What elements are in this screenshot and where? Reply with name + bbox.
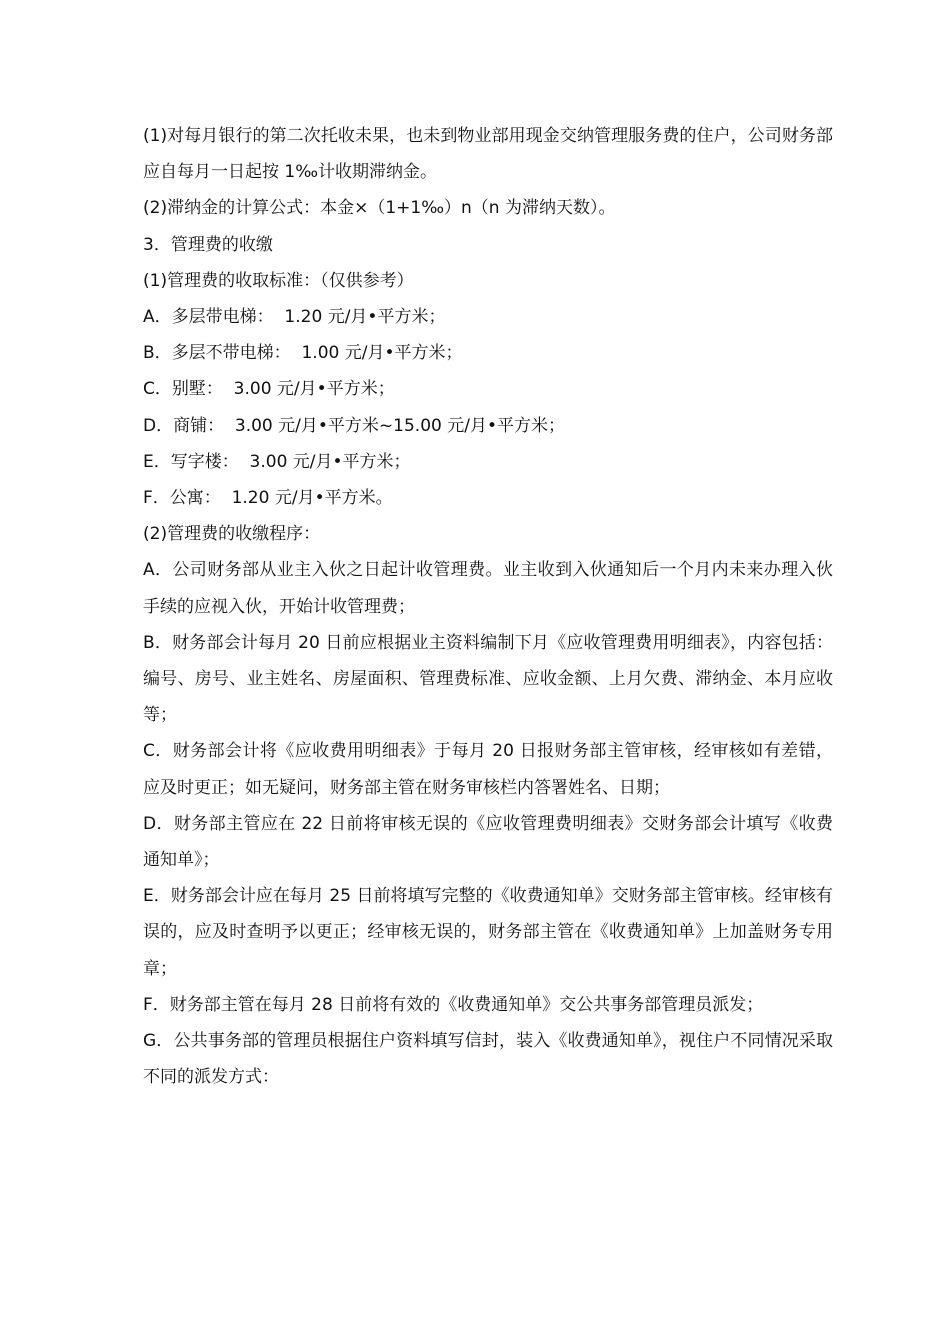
procedure-step-a: A．公司财务部从业主入伙之日起计收管理费。业主收到入伙通知后一个月内未来办理入伙手续的应视入伙，开始计收管理费； [143, 560, 833, 617]
paragraph-overdue-fee-rule: (1)对每月银行的第二次托收未果，也未到物业部用现金交纳管理服务费的住户，公司财务部应自每月一日起按 1‰计收期滞纳金。 [143, 126, 833, 183]
procedure-step-c: C．财务部会计将《应收费用明细表》于每月 20 日报财务部主管审核，经审核如有差错，应及时更正；如无疑问，财务部主管在财务审核栏内答署姓名、日期； [143, 741, 833, 798]
fee-rate-office: E．写字楼： 3.00 元/月•平方米； [143, 451, 411, 472]
paragraph-overdue-fee-formula: (2)滞纳金的计算公式：本金×（1+1‰）n（n 为滞纳天数）。 [143, 198, 616, 219]
paragraph-fee-standard-heading: (1)管理费的收取标准：（仅供参考） [143, 270, 414, 291]
procedure-step-e: E．财务部会计应在每月 25 日前将填写完整的《收费通知单》交财务部主管审核。经审核有误的，应及时查明予以更正；经审核无误的，财务部主管在《收费通知单》上加盖财务专用章； [143, 886, 833, 979]
fee-rate-multistorey-elevator: A．多层带电梯： 1.20 元/月•平方米； [143, 307, 446, 328]
fee-rate-villa: C．别墅： 3.00 元/月•平方米； [143, 379, 395, 400]
fee-rate-shop: D．商铺： 3.00 元/月•平方米~15.00 元/月•平方米； [143, 415, 565, 436]
paragraph-collection-procedure-heading: (2)管理费的收缴程序： [143, 524, 321, 545]
procedure-step-b: B．财务部会计每月 20 日前应根据业主资料编制下月《应收管理费用明细表》，内容包括：编号、房号、业主姓名、房屋面积、管理费标准、应收金额、上月欠费、滞纳金、本月应收等； [143, 632, 833, 726]
fee-rate-apartment: F．公寓： 1.20 元/月•平方米。 [143, 488, 393, 509]
procedure-step-d: D．财务部主管应在 22 日前将审核无误的《应收管理费明细表》交财务部会计填写《收费通知单》； [143, 813, 833, 871]
procedure-step-f: F．财务部主管在每月 28 日前将有效的《收费通知单》交公共事务部管理员派发； [143, 994, 764, 1015]
procedure-step-g: G．公共事务部的管理员根据住户资料填写信封，装入《收费通知单》，视住户不同情况采取不同的派发方式： [143, 1031, 833, 1088]
document-body [143, 118, 833, 1095]
section-heading-fee-collection: 3．管理费的收缴 [143, 234, 273, 255]
fee-rate-multistorey-no-elevator: B．多层不带电梯： 1.00 元/月•平方米； [143, 343, 463, 364]
